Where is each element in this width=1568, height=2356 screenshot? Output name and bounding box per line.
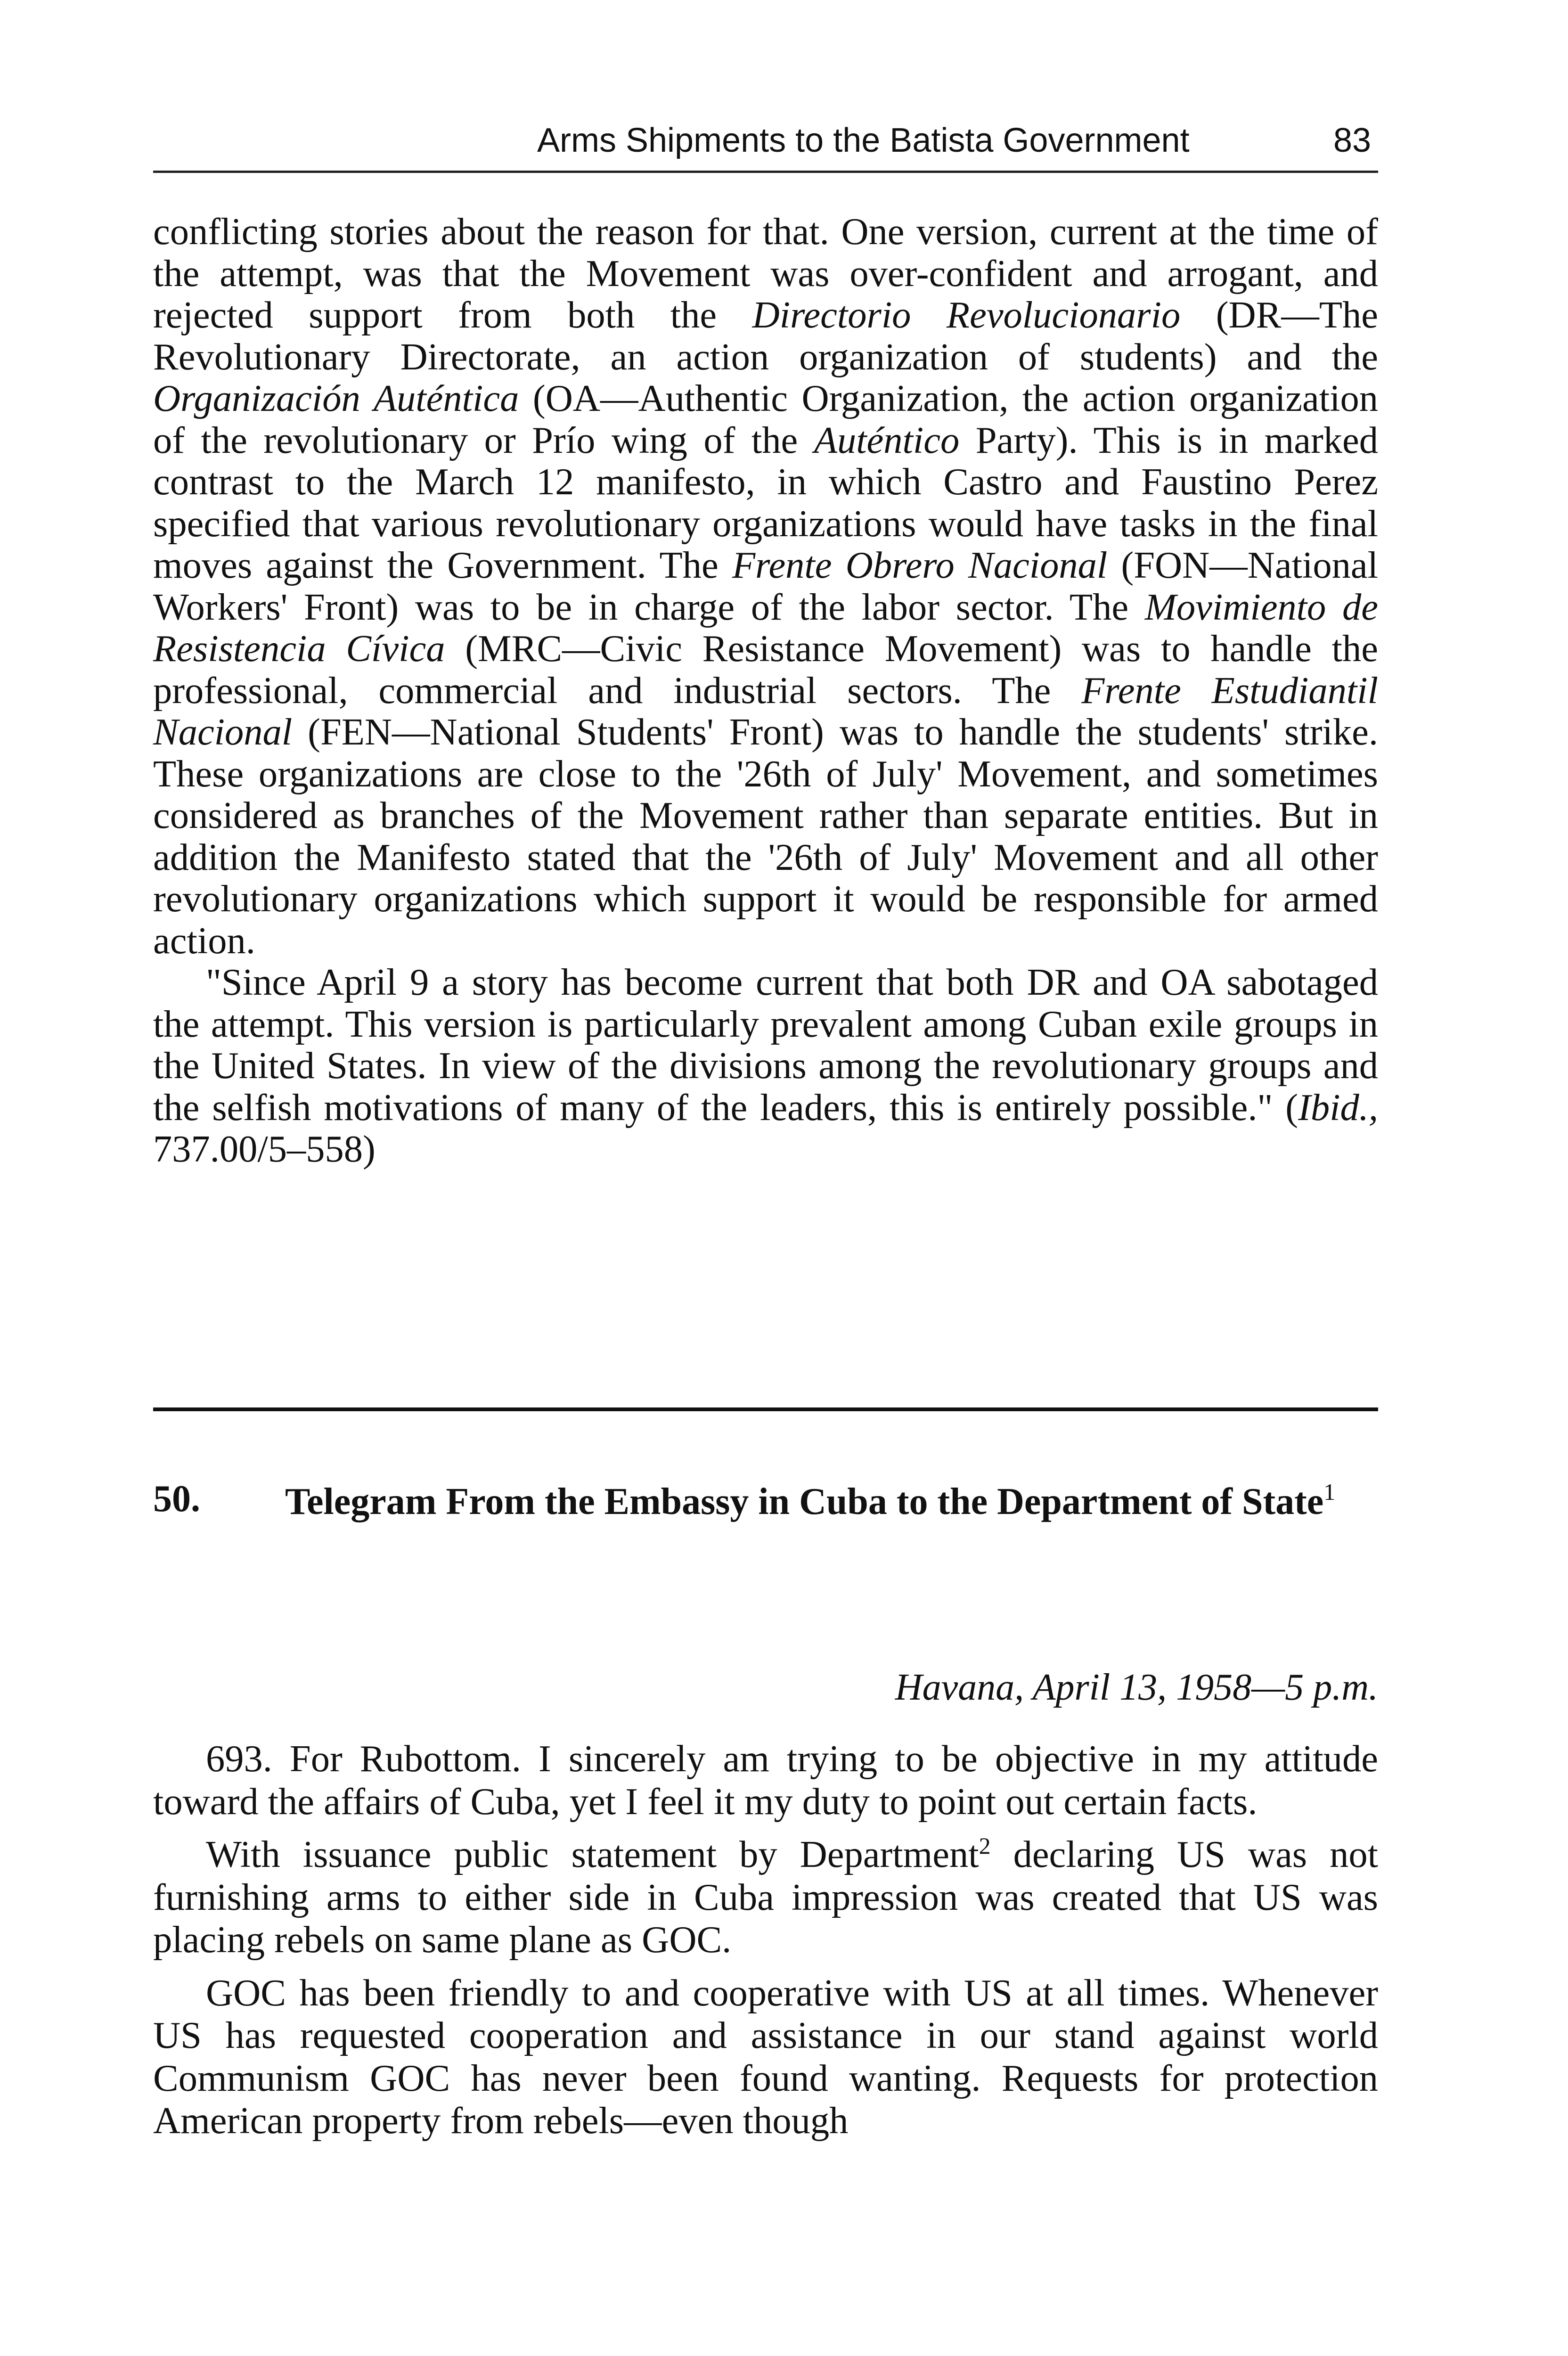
text-run: "Since April 9 a story has become current that both DR and OA sabotaged the attempt. This version is particularly prevalent among Cuban exile groups in the United States. In view of the divisions among the revolutionary groups and the selfish motivations of many of the leaders, this is entirely possible." ( xyxy=(153,961,1378,1129)
telegram-paragraph: 693. For Rubottom. I sincerely am trying to be objective in my attitude toward the affairs of Cuba, yet I feel it my duty to point out certain facts. xyxy=(153,1738,1378,1823)
italic-term: Directorio Revolucionario xyxy=(752,294,1181,336)
running-header-title: Arms Shipments to the Batista Government xyxy=(537,122,1190,159)
telegram-paragraph xyxy=(153,1833,1378,1962)
continuation-paragraph xyxy=(153,211,1378,962)
italic-term: Frente Obrero Nacional xyxy=(732,544,1108,586)
footnote-reference[interactable]: 2 xyxy=(979,1832,991,1859)
text-run: (FEN—National Students' Front) was to handle the students' strike. These organizations are close to the '26th of July' Movement, and sometimes considered as branches of the Movement rather than separate entities. But in addition the Manifesto stated that the '26th of July' Movement and all other revolutionary organizations which support it would be responsible for armed action. xyxy=(153,711,1378,962)
italic-citation: Ibid., xyxy=(1298,1086,1378,1129)
text-run: 737.00/5–558) xyxy=(153,1128,376,1170)
document-title xyxy=(285,1477,1378,1527)
text-run: With issuance public statement by Department xyxy=(206,1833,979,1875)
text-run: (OA—Authentic Organization, the action organization of the revolutionary or Prío wing of the xyxy=(153,377,1378,461)
text-run: (MRC—Civic Resistance Movement) was to handle the professional, commercial and industrial sectors. The xyxy=(153,628,1378,712)
document-title-text: Telegram From the Embassy in Cuba to the Department of State xyxy=(285,1481,1324,1522)
telegram-body xyxy=(153,1738,1378,2153)
text-run: conflicting stories about the reason for that. One version, current at the time of the attempt, was that the Movement was over-confident and arrogant, and rejected support from both the xyxy=(153,211,1378,336)
text-run: declaring US was not furnishing arms to either side in Cuba impression was created that US was placing rebels on same plane as GOC. xyxy=(153,1833,1378,1961)
italic-term: Organización Auténtica xyxy=(153,377,519,419)
telegram-paragraph: GOC has been friendly to and cooperative with US at all times. Whenever US has requested cooperation and assistance in our stand against world Communism GOC has never been found wanting. Requests for protection American property from rebels—even though xyxy=(153,1972,1378,2142)
italic-term: Auténtico xyxy=(814,419,960,461)
dateline: Havana, April 13, 1958—5 p.m. xyxy=(895,1667,1378,1708)
quoted-paragraph xyxy=(153,962,1378,1170)
text-run: (DR—The Revolutionary Directorate, an action organization of students) and the xyxy=(153,294,1378,378)
section-divider-rule xyxy=(153,1407,1378,1411)
footnote-reference[interactable]: 1 xyxy=(1323,1479,1336,1505)
italic-term: Movimiento de Resistencia Cívica xyxy=(153,586,1378,670)
text-run: Party). This is in marked contrast to the March 12 manifesto, in which Castro and Faustino Perez specified that various revolutionary organizations would have tasks in the final moves against the Government. The xyxy=(153,419,1378,586)
text-run: (FON—National Workers' Front) was to be in charge of the labor sector. The xyxy=(153,544,1378,628)
document-number: 50. xyxy=(153,1478,200,1520)
header-rule xyxy=(153,171,1378,173)
page-number: 83 xyxy=(1333,122,1372,159)
previous-document-continuation xyxy=(153,211,1378,1170)
italic-term: Frente Estudiantil Nacional xyxy=(153,669,1378,753)
